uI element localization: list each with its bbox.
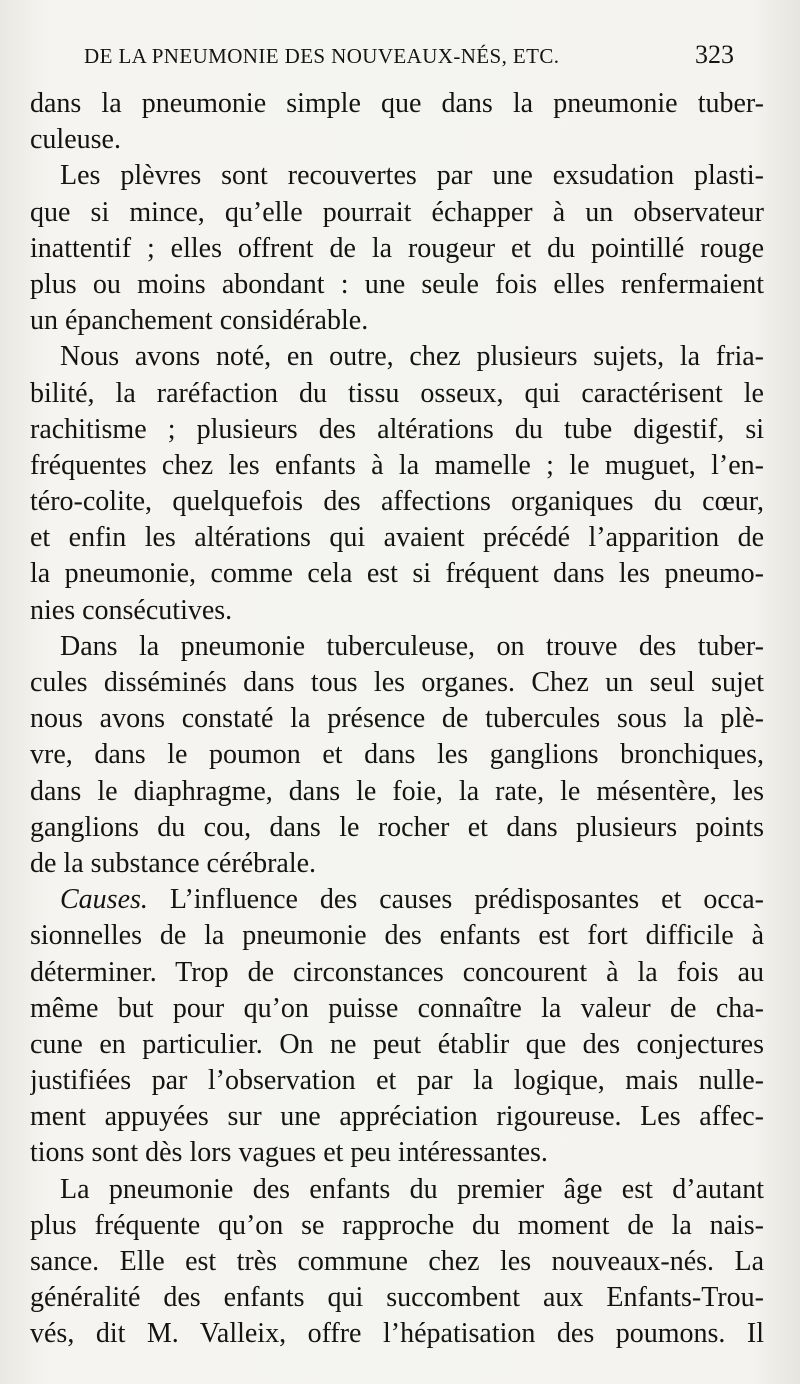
paragraph — [30, 882, 764, 1172]
text-line: de la substance cérébrale. — [30, 847, 317, 879]
text-line-rest: L’influence des causes prédisposantes et occa- — [147, 884, 764, 916]
text-line: nous avons constaté la présence de tubercules sous la plè- — [30, 703, 764, 735]
text-line: plus fréquente qu’on se rapproche du moment de la nais- — [30, 1209, 764, 1241]
text-line: même but pour qu’on puisse connaître la valeur de cha- — [30, 992, 764, 1024]
text-line: fréquentes chez les enfants à la mamelle ; le muguet, l’en- — [30, 449, 764, 481]
running-title: DE LA PNEUMONIE DES NOUVEAUX-NÉS, ETC. — [84, 44, 560, 68]
section-lead: Causes. — [60, 884, 148, 916]
text-line: téro-colite, quelquefois des affections organiques du cœur, — [30, 486, 764, 518]
text-line: Les plèvres sont recouvertes par une exsudation plasti- — [60, 160, 764, 192]
text-line: dans le diaphragme, dans le foie, la rate, le mésentère, les — [30, 775, 764, 807]
text-line: bilité, la raréfaction du tissu osseux, qui caractérisent le — [30, 377, 764, 409]
paragraph — [30, 86, 764, 158]
text-line: généralité des enfants qui succombent aux Enfants-Trou- — [30, 1282, 764, 1314]
text-line: dans la pneumonie simple que dans la pneumonie tuber- — [30, 88, 764, 119]
text-line: plus ou moins abondant : une seule fois elles renfermaient — [30, 268, 764, 300]
text-line: cules disséminés dans tous les organes. Chez un seul sujet — [30, 667, 764, 698]
text-line: vre, dans le poumon et dans les ganglions bronchiques, — [30, 739, 764, 771]
text-line: sionnelles de la pneumonie des enfants est fort difficile à — [30, 920, 764, 952]
text-line: ment appuyées sur une appréciation rigoureuse. Les affec- — [30, 1101, 764, 1133]
body-text — [30, 86, 764, 1353]
page-header — [84, 40, 734, 80]
text-line: Dans la pneumonie tuberculeuse, on trouve des tuber- — [60, 630, 764, 662]
text-line: rachitisme ; plusieurs des altérations du tube digestif, si — [30, 413, 764, 445]
text-line: Nous avons noté, en outre, chez plusieurs sujets, la fria- — [60, 341, 764, 373]
text-line: La pneumonie des enfants du premier âge est d’autant — [60, 1173, 764, 1205]
text-line: déterminer. Trop de circonstances concourent à la fois au — [30, 956, 764, 988]
text-line: cune en particulier. On ne peut établir que des conjectures — [30, 1028, 764, 1060]
text-line: et enfin les altérations qui avaient précédé l’apparition de — [30, 522, 764, 554]
text-line: vés, dit M. Valleix, offre l’hépatisation des poumons. Il — [30, 1318, 764, 1350]
text-line: nies consécutives. — [30, 594, 233, 626]
text-line: sance. Elle est très commune chez les nouveaux-nés. La — [30, 1246, 764, 1277]
paragraph — [30, 629, 764, 882]
text-line: la pneumonie, comme cela est si fréquent dans les pneumo- — [30, 558, 764, 590]
text-line: un épanchement considérable. — [30, 305, 369, 337]
text-line: inattentif ; elles offrent de la rougeur et du pointillé rouge — [30, 232, 764, 264]
text-line — [30, 882, 764, 918]
paragraph — [30, 339, 764, 629]
text-line: tions sont dès lors vagues et peu intéressantes. — [30, 1137, 548, 1169]
text-line: ganglions du cou, dans le rocher et dans plusieurs points — [30, 811, 764, 843]
paragraph — [30, 158, 764, 339]
text-line: culeuse. — [30, 124, 121, 156]
paragraph — [30, 1172, 764, 1353]
page-number: 323 — [695, 40, 734, 69]
text-line: que si mince, qu’elle pourrait échapper à un observateur — [30, 196, 764, 228]
text-line: justifiées par l’observation et par la logique, mais nulle- — [30, 1065, 764, 1097]
